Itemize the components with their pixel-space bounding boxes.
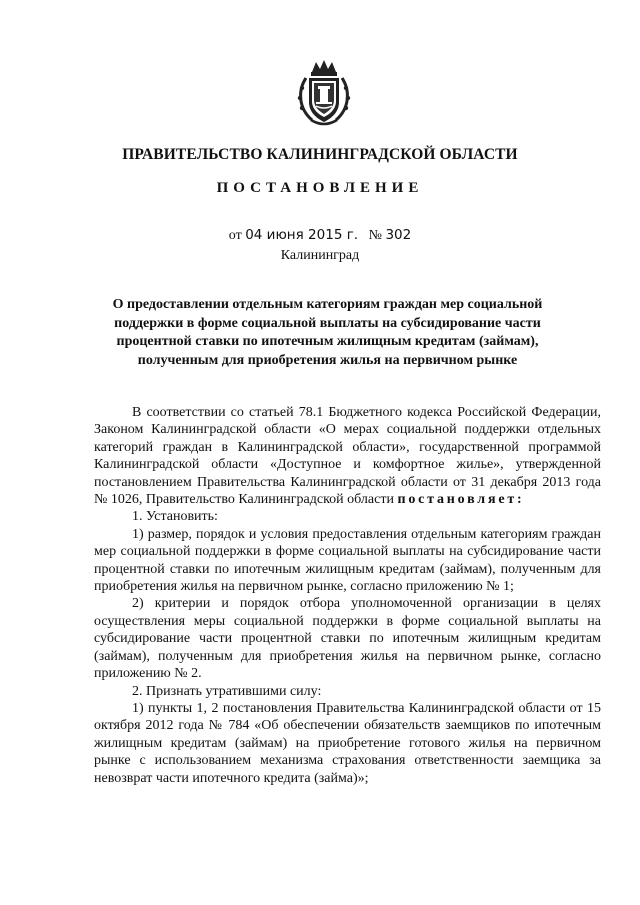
document-type: ПОСТАНОВЛЕНИЕ [216, 180, 424, 196]
intro-text: В соответствии со статьей 78.1 Бюджетного кодекса Российской Федерации, Законом Калининградской области «О мерах социальной поддержки отдельных категорий граждан в Калининградской области», государственной программой Калининградской области «Доступное и комфортное жилье», утвержденной постановлением Правительства Калининградской области от 31 декабря 2013 года № 1026, Правительство Калининградской области [94, 405, 601, 508]
paragraph-1-2: 2) критерии и порядок отбора уполномоченной организации в целях осуществления меры социальной поддержки в форме социальной выплаты на субсидирование части процентной ставки по ипотечным жилищным кредитам (займам), полученным для приобретения жилья на первичном рынке, согласно приложению № 2. [94, 596, 601, 682]
document-body [94, 404, 601, 787]
date-value: 04 июня 2015 г. [245, 227, 359, 243]
date-prefix: от [228, 228, 242, 243]
title-line: полученным для приобретения жилья на первичном рынке [137, 352, 518, 368]
intro-decree-word: постановляет: [397, 492, 525, 508]
number-prefix: № [368, 228, 382, 243]
intro-paragraph [94, 404, 601, 508]
number-value: 302 [385, 227, 412, 243]
paragraph-1: 1. Установить: [132, 509, 218, 525]
government-name: ПРАВИТЕЛЬСТВО КАЛИНИНГРАДСКОЙ ОБЛАСТИ [122, 146, 518, 163]
city: Калининград [280, 248, 360, 263]
date-number-line [0, 227, 640, 244]
coat-of-arms-emblem [294, 58, 354, 128]
paragraph-2-1: 1) пункты 1, 2 постановления Правительства Калининградской области от 15 октября 2012 года № 784 «Об обеспечении обязательств заемщиков по ипотечным жилищным кредитам (займам) на приобретение готового жилья на первичном рынке с использованием механизма страхования ответственности заемщика за невозврат части ипотечного кредита (займа)»; [94, 700, 601, 786]
title-line: процентной ставки по ипотечным жилищным кредитам (займам), [116, 334, 539, 350]
title-line: поддержки в форме социальной выплаты на субсидирование части [114, 315, 541, 331]
title-line: О предоставлении отдельным категориям граждан мер социальной [112, 297, 543, 312]
document-title [100, 296, 555, 370]
paragraph-1-1: 1) размер, порядок и условия предоставления отдельным категориям граждан мер социальной поддержки в форме социальной выплаты на субсидирование части процентной ставки по ипотечным жилищным кредитам (займам), полученным для приобретения жилья на первичном рынке, согласно приложению № 1; [94, 526, 601, 595]
paragraph-2: 2. Признать утратившими силу: [132, 683, 322, 699]
